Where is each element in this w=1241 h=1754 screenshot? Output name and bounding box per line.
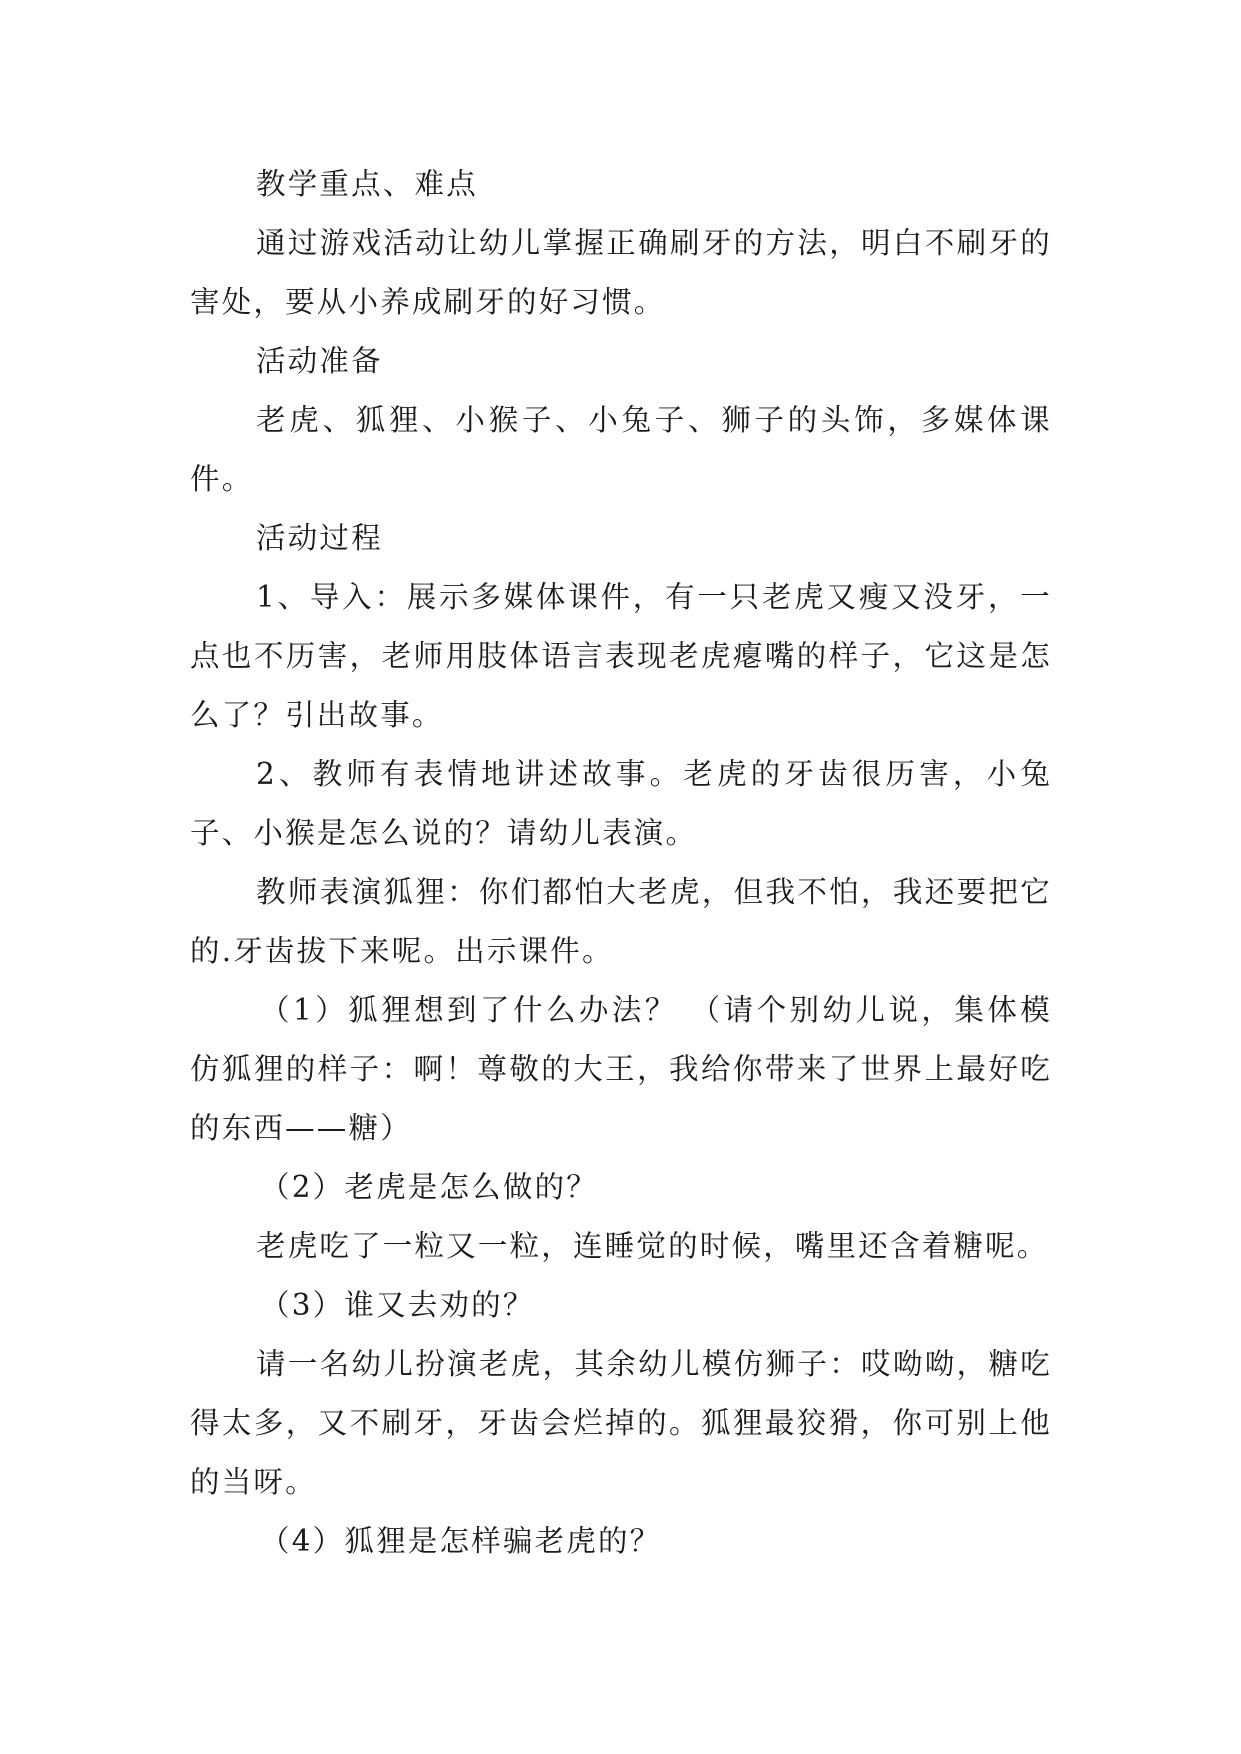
paragraph-step-1: 1、导入：展示多媒体课件，有一只老虎又瘦又没牙，一点也不历害，老师用肢体语言表现老虎瘪嘴的样子，它这是怎么了？引出故事。 <box>190 580 1052 732</box>
paragraph-question-2: （2）老虎是怎么做的？ <box>260 1170 598 1204</box>
section-heading-key-points: 教学重点、难点 <box>256 167 478 201</box>
paragraph-answer-3: 请一名幼儿扮演老虎，其余幼儿模仿狮子：哎呦呦，糖吃得太多，又不刷牙，牙齿会烂掉的。狐狸最狡猾，你可别上他的当呀。 <box>190 1347 1052 1499</box>
paragraph-question-1: （1）狐狸想到了什么办法？ （请个别幼儿说，集体模仿狐狸的样子：啊！尊敬的大王，我给你带来了世界上最好吃的东西——糖） <box>190 993 1052 1145</box>
section-heading-process: 活动过程 <box>256 521 383 555</box>
paragraph-answer-2: 老虎吃了一粒又一粒，连睡觉的时候，嘴里还含着糖呢。 <box>256 1229 1049 1263</box>
paragraph-teacher-performs-fox: 教师表演狐狸：你们都怕大老虎，但我不怕，我还要把它的.牙齿拔下来呢。出示课件。 <box>190 875 1052 968</box>
paragraph-key-points: 通过游戏活动让幼儿掌握正确刷牙的方法，明白不刷牙的害处，要从小养成刷牙的好习惯。 <box>190 226 1052 319</box>
document-body <box>190 155 1052 1571</box>
section-heading-preparation: 活动准备 <box>256 344 383 378</box>
paragraph-question-3: （3）谁又去劝的？ <box>260 1288 535 1322</box>
paragraph-preparation: 老虎、狐狸、小猴子、小兔子、狮子的头饰，多媒体课件。 <box>190 403 1052 496</box>
paragraph-step-2: 2、教师有表情地讲述故事。老虎的牙齿很历害，小兔子、小猴是怎么说的？请幼儿表演。 <box>190 757 1052 850</box>
paragraph-question-4: （4）狐狸是怎样骗老虎的？ <box>260 1524 662 1558</box>
